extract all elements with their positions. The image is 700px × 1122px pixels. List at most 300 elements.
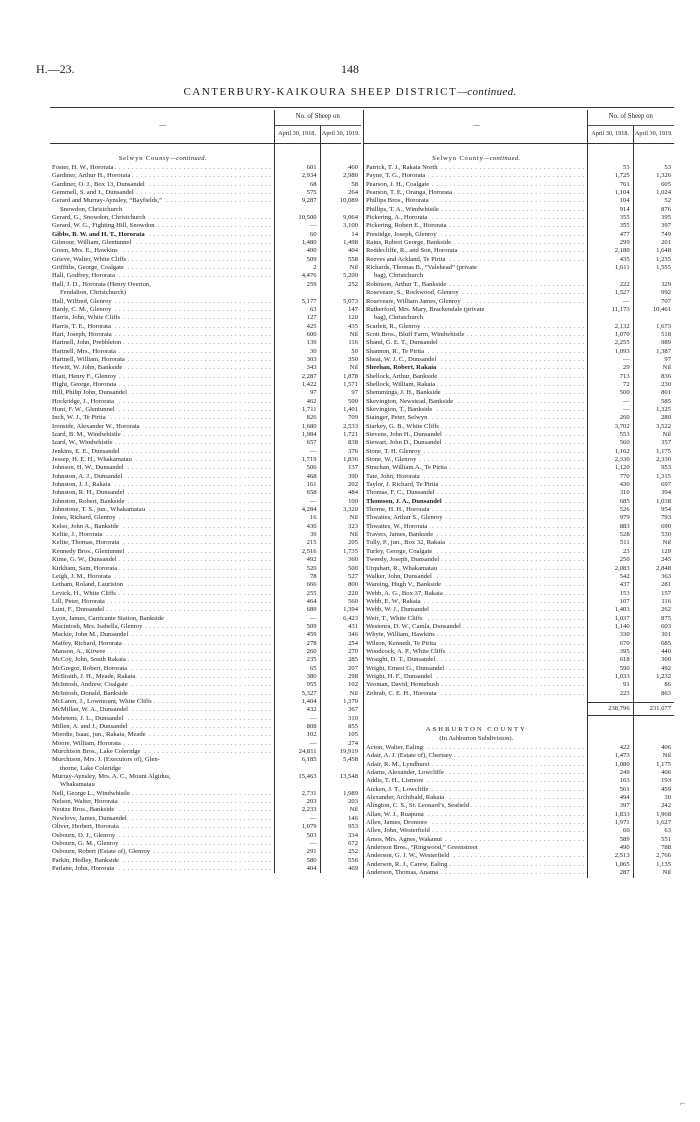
sheep-1919-cell: 2,766 (633, 852, 674, 860)
owner-name-cell (364, 298, 588, 306)
table-row (50, 690, 361, 698)
sheep-1918-cell: 235 (274, 656, 320, 664)
table-row (50, 348, 361, 356)
owner-name: McIlraith, J. H., Meade, Rakaia (52, 672, 136, 680)
sheep-1919-cell: 1,024 (633, 189, 674, 197)
owner-name: Payne, T. G., Hororata (366, 172, 426, 180)
sheep-1919-cell: 690 (633, 523, 674, 531)
owner-name: McMillan, W. A., Dunsandel (52, 706, 129, 714)
owner-name: McCoy, John, South Rakaia (52, 656, 126, 664)
owner-name: Keltie, Thomas, Hororata (52, 539, 120, 547)
table-row (364, 222, 675, 230)
table-row (50, 473, 361, 481)
table-row (50, 640, 361, 648)
table-row (50, 456, 361, 464)
owner-name: Letham, Roland, Lauriston (52, 581, 124, 589)
owner-name: Nelson, Walter, Hororata (52, 798, 118, 806)
table-row (364, 498, 675, 506)
table-row (50, 256, 361, 264)
owner-name: Moore, William, Hororata (52, 739, 121, 747)
sheep-1918-cell: 6,185 (274, 756, 320, 764)
owner-name-cell (364, 590, 588, 598)
sheep-1919-cell: 30 (633, 794, 674, 802)
sheep-1918-cell: 78 (274, 573, 320, 581)
table-row (364, 406, 675, 414)
sheep-1919-cell: 13,548 (320, 773, 361, 781)
sheep-1918-cell: 826 (274, 414, 320, 422)
owner-name: Anderson, G. J. W., Westerfield (366, 852, 450, 860)
sheep-1919-cell: 220 (320, 590, 361, 598)
sheep-1919-cell: 58 (320, 181, 361, 189)
table-row (50, 606, 361, 614)
owner-name: Zohrab, C. E. H., Hororata (366, 689, 437, 697)
sheep-1918-cell: 1,140 (587, 623, 633, 631)
table-row (364, 398, 675, 406)
sheep-1919-cell: 298 (320, 673, 361, 681)
table-row-continuation (50, 206, 361, 214)
sheep-1918-cell: 1,037 (587, 615, 633, 623)
sheep-1918-cell: 1,711 (274, 406, 320, 414)
sheep-1919-cell: 1,175 (633, 448, 674, 456)
table-row (50, 598, 361, 606)
sheep-1919-cell: 406 (633, 744, 674, 752)
owner-name: Neutze Bros., Bankside (52, 806, 115, 814)
owner-name-cell (50, 606, 274, 614)
owner-name-cell (364, 631, 588, 639)
owner-name: Whyte, William, Hawkins (366, 631, 435, 639)
owner-name-cell (364, 364, 588, 372)
sheep-1918-cell: 11,173 (587, 306, 633, 314)
sheep-1919-cell: 10,461 (633, 306, 674, 314)
sheep-1918-cell: 511 (587, 539, 633, 547)
sheep-1918-cell: 437 (587, 581, 633, 589)
owner-name-cell (50, 464, 274, 472)
table-row (364, 448, 675, 456)
owner-name: Moodie, Isaac, jun., Rakaia, Meade (52, 731, 146, 739)
sheep-1919-cell: 989 (633, 339, 674, 347)
sheep-1919-cell (633, 272, 674, 280)
owner-name: Woodcock, A. P., White Cliffs (366, 647, 446, 655)
sheep-1918-cell: 102 (274, 731, 320, 739)
sheep-1919-cell: 264 (320, 189, 361, 197)
table-row (364, 861, 675, 869)
table-row (50, 832, 361, 840)
sheep-1919-cell: 242 (633, 802, 674, 810)
sheep-1919-cell: 86 (633, 681, 674, 689)
subdivision-note: (In Ashburton Subdivision). (364, 735, 588, 744)
owner-name: Mackie, John M., Dunsandel (52, 631, 129, 639)
sheep-1918-cell: 139 (274, 339, 320, 347)
owner-name-cell (364, 673, 588, 681)
owner-name-cell (50, 239, 274, 247)
owner-name: Turley, George, Coalgate (366, 547, 433, 555)
sheep-1918-cell: 2 (274, 264, 320, 272)
sheep-1918-cell: 808 (274, 723, 320, 731)
table-row (50, 298, 361, 306)
sheep-1918-cell: 303 (274, 356, 320, 364)
sheep-1918-cell: — (587, 356, 633, 364)
owner-name-cell (50, 765, 274, 773)
sheep-1919-cell: 201 (633, 239, 674, 247)
table-row (364, 673, 675, 681)
owner-name: Rutherford, Mrs. Mary, Brackendale (private (366, 305, 485, 313)
sheep-1918-cell: 494 (587, 794, 633, 802)
table-row (364, 556, 675, 564)
table-row (364, 348, 675, 356)
sheep-1918-cell: 666 (274, 581, 320, 589)
owner-name: Johnson, H. W., Dunsandel (52, 464, 124, 472)
sheep-1919-cell: 460 (320, 164, 361, 172)
sheep-1919-cell: Nil (633, 752, 674, 760)
owner-name: Johnston, Robert, Bankside (52, 497, 125, 505)
page-title (0, 86, 700, 98)
sheep-1918-cell: 260 (587, 414, 633, 422)
owner-name: Stainger, Peter, Selwyn (366, 414, 428, 422)
owner-name-cell (364, 665, 588, 673)
table-row (50, 423, 361, 431)
owner-name: Hall, J. D., Hororata (Henry Overton, (52, 280, 151, 288)
sheep-1918-cell: 24,811 (274, 748, 320, 756)
sheep-1918-cell: 53 (587, 164, 633, 172)
owner-name: Keltie, J., Hororata (52, 531, 103, 539)
sheep-1919-cell: Nil (633, 539, 674, 547)
owner-name-cell (364, 836, 588, 844)
sheep-1919-cell: 500 (320, 565, 361, 573)
owner-name-cell (364, 189, 588, 197)
owner-name-cell (364, 231, 588, 239)
sheep-1918-cell: 3,702 (587, 423, 633, 431)
owner-name-cell (50, 857, 274, 865)
owner-name: Murchison, Mrs. J. (Executors of), Glen- (52, 756, 160, 764)
owner-name: Alexander, Archibald, Rakaia (366, 794, 445, 802)
sheep-1918-cell: 657 (274, 439, 320, 447)
table-row (364, 827, 675, 835)
sheep-1919-cell: 992 (633, 289, 674, 297)
owner-name: Anderson Bros., “Ringwood,” Greenstreet (366, 844, 478, 852)
sheep-1918-cell: 590 (587, 665, 633, 673)
left-table-body (50, 144, 361, 874)
table-row (50, 815, 361, 823)
sheep-1919-cell: 469 (320, 865, 361, 873)
sheep-1918-cell: 1,404 (274, 698, 320, 706)
owner-name: Hockridge, J., Hororata (52, 397, 115, 405)
table-row (364, 523, 675, 531)
owner-name-cell (50, 448, 274, 456)
sheep-1919-cell: 100 (320, 498, 361, 506)
owner-name-cell (364, 289, 588, 297)
sheep-1918-cell: 397 (587, 802, 633, 810)
table-row (50, 673, 361, 681)
sheep-1919-cell: 281 (633, 581, 674, 589)
sheep-1918-cell (587, 314, 633, 322)
owner-name: Thomson, J. A., Dunsandel (366, 497, 442, 505)
sheep-1918-cell: 163 (587, 777, 633, 785)
owner-name-cell (364, 744, 588, 752)
sheep-1918-cell: 310 (587, 489, 633, 497)
sheep-1919-cell: 1,232 (633, 673, 674, 681)
sheep-1918-cell: 713 (587, 373, 633, 381)
total-1918: 238,796 (587, 703, 633, 716)
owner-name: Kennedy Bros., Glentunnel (52, 547, 125, 555)
owner-name: Hartnell, Mrs., Hororata (52, 347, 116, 355)
owner-name-cell (364, 348, 588, 356)
owner-name: Tweedy, Joseph, Dunsandel (366, 556, 440, 564)
table-row (50, 581, 361, 589)
sheep-1919-cell: 394 (633, 489, 674, 497)
table-row (50, 731, 361, 739)
owner-name: Shellock, William, Rakaia (366, 380, 436, 388)
sheep-1918-cell: 97 (274, 389, 320, 397)
owner-name: thorne, Lake Coleridge (60, 764, 121, 772)
owner-name-cell (50, 423, 274, 431)
owner-name: Murray-Aynsley, Mrs. A. C., Mount Algidus, (52, 773, 171, 781)
sheep-1918-cell: 1,719 (274, 456, 320, 464)
owner-name: Oliver, Herbert, Hororata (52, 823, 119, 831)
sheep-1918-cell: 330 (587, 631, 633, 639)
sheep-1918-cell: 506 (274, 464, 320, 472)
owner-name-cell (50, 231, 274, 239)
sheep-1918-cell: 1,065 (587, 861, 633, 869)
sheep-1918-cell: 127 (274, 314, 320, 322)
owner-name: Snowdon, Christchurch (60, 205, 123, 213)
owner-name: Starkey, G. B., White Cliffs (366, 422, 439, 430)
table-row (50, 790, 361, 798)
table-row (50, 281, 361, 289)
owner-name-cell (50, 314, 274, 322)
sheep-1919-cell: 1,387 (633, 348, 674, 356)
sheep-1918-cell: — (274, 715, 320, 723)
table-row (50, 506, 361, 514)
table-row (364, 581, 675, 589)
county-heading-ashburton (364, 716, 675, 736)
total-1919: 231,677 (633, 703, 674, 716)
sheep-1919-cell: 749 (633, 231, 674, 239)
owner-name-cell (50, 656, 274, 664)
sheep-1918-cell: 255 (274, 590, 320, 598)
sheep-1919-cell: 1,627 (633, 819, 674, 827)
sheep-1918-cell: 520 (274, 565, 320, 573)
stub-header: — (50, 110, 274, 144)
sheep-1919-cell: 230 (633, 381, 674, 389)
sheep-1918-cell: 509 (274, 256, 320, 264)
sheep-1919-cell: 193 (633, 777, 674, 785)
table-row (364, 761, 675, 769)
owner-name: Parlane, John, Hororata (52, 864, 115, 872)
table-row (50, 665, 361, 673)
sheep-1919-cell: 1,571 (320, 381, 361, 389)
sheep-1918-cell: 503 (274, 832, 320, 840)
table-row (50, 857, 361, 865)
sheep-1919-cell: 1,135 (633, 861, 674, 869)
sheep-1919-cell: 551 (633, 836, 674, 844)
sheep-1918-cell: 492 (274, 556, 320, 564)
table-row (364, 769, 675, 777)
owner-name: Stewart, John D., Dunsandel (366, 439, 442, 447)
owner-name: Acton, Walter, Ealing (366, 744, 423, 751)
owner-name: Prestidge, Joseph, Glenroy (366, 230, 437, 238)
sheep-1919-cell: 105 (320, 731, 361, 739)
sheep-1919-cell: 954 (633, 506, 674, 514)
owner-name-cell (364, 523, 588, 531)
table-row (50, 573, 361, 581)
owner-name-cell (50, 331, 274, 339)
table-row (50, 264, 361, 272)
sheep-1918-cell: 260 (274, 648, 320, 656)
owner-name-cell (50, 773, 274, 781)
sheep-1919-cell: 334 (320, 832, 361, 840)
sheep-1918-cell: 68 (274, 181, 320, 189)
sheep-1918-cell: 462 (274, 398, 320, 406)
sheep-1918-cell: — (274, 448, 320, 456)
owner-name-cell (50, 289, 274, 297)
owner-name-cell (50, 531, 274, 539)
sheep-1919-cell: 350 (320, 356, 361, 364)
sheep-1919-cell (320, 206, 361, 214)
sheep-1919-cell: 1,989 (320, 790, 361, 798)
owner-name-cell (50, 615, 274, 623)
sheep-1918-cell: 223 (587, 690, 633, 698)
sheep-1918-cell: 2,513 (587, 852, 633, 860)
owner-name-cell (50, 806, 274, 814)
sheep-1918-cell: 222 (587, 281, 633, 289)
owner-name: Webb, E. W., Rakaia (366, 597, 421, 605)
sheep-1918-cell: 2,083 (587, 565, 633, 573)
sheep-1919-cell: 1,235 (633, 256, 674, 264)
sheep-1918-cell: 955 (274, 681, 320, 689)
sheep-1918-cell: 553 (587, 431, 633, 439)
sheep-1918-cell: 575 (274, 189, 320, 197)
owner-name-cell (364, 314, 588, 322)
sheep-1919-cell: 1,968 (633, 811, 674, 819)
owner-name-cell (364, 827, 588, 835)
margin-mark: ⌐ (680, 1098, 686, 1108)
owner-name-cell (50, 398, 274, 406)
sheep-1919-cell: 492 (633, 665, 674, 673)
owner-name-cell (50, 389, 274, 397)
owner-name-cell (50, 823, 274, 831)
owner-name-cell (364, 794, 588, 802)
sheep-1919-cell: 5,458 (320, 756, 361, 764)
table-row (364, 264, 675, 272)
table-row (50, 656, 361, 664)
owner-name-cell (364, 239, 588, 247)
owner-name-cell (364, 423, 588, 431)
sheep-1918-cell (587, 272, 633, 280)
owner-name-cell (50, 406, 274, 414)
sheep-1918-cell: 4,476 (274, 272, 320, 280)
owner-name-cell (50, 514, 274, 522)
sheep-1919-cell: 254 (320, 640, 361, 648)
owner-name-cell (50, 356, 274, 364)
owner-name-cell (364, 431, 588, 439)
sheep-1919-cell: 202 (320, 481, 361, 489)
sheep-1919-cell: 1,038 (633, 498, 674, 506)
table-row (50, 698, 361, 706)
table-row (50, 272, 361, 280)
sheep-1919-cell: 2,330 (633, 456, 674, 464)
table-row (364, 373, 675, 381)
sheep-1919-cell: 953 (320, 823, 361, 831)
table-row (50, 539, 361, 547)
table-row (50, 189, 361, 197)
owner-name: Sheat, W. J. C., Dunsandel (366, 355, 437, 363)
sheep-1918-cell: 203 (274, 798, 320, 806)
sheep-1919-cell: 793 (633, 514, 674, 522)
table-row (50, 615, 361, 623)
owner-name-cell (364, 615, 588, 623)
sheep-1919-cell: 876 (633, 206, 674, 214)
owner-name-cell (50, 748, 274, 756)
owner-name-cell (50, 698, 274, 706)
owner-name: Richards, Thomas B., “Valehead” (private (366, 264, 478, 272)
sheep-1918-cell: — (274, 498, 320, 506)
total-row (364, 703, 675, 716)
sheep-1919-cell: 19,919 (320, 748, 361, 756)
sheep-1919-cell: 3,320 (320, 506, 361, 514)
owner-name-cell (364, 861, 588, 869)
sheep-1919-cell (320, 765, 361, 773)
owner-name: Hill, Philip John, Dunsandel (52, 389, 127, 397)
sheep-1919-cell: 280 (633, 414, 674, 422)
sheep-1919-cell: 274 (320, 740, 361, 748)
owner-name: Skevington, T., Bankside (366, 405, 433, 413)
sheep-1918-cell: 1,079 (274, 823, 320, 831)
table-row (50, 448, 361, 456)
table-row (364, 656, 675, 664)
sheep-1918-cell: 2,132 (587, 323, 633, 331)
table-row (364, 506, 675, 514)
owner-name: Millen, A. and J., Dunsandel (52, 723, 128, 731)
table-row (364, 548, 675, 556)
sheep-1918-cell: 395 (587, 648, 633, 656)
owner-name: Adams, Alexander, Lowcliffe (366, 769, 444, 777)
owner-name-cell (50, 781, 274, 789)
sheep-1918-cell: 161 (274, 481, 320, 489)
owner-name: Hartnell, John, Prebbleton (52, 339, 122, 347)
table-row (50, 631, 361, 639)
table-row (364, 172, 675, 180)
sheep-1918-cell: 1,725 (587, 172, 633, 180)
table-row (50, 406, 361, 414)
sheep-1919-cell: 146 (320, 815, 361, 823)
sheep-1919-cell: 500 (320, 398, 361, 406)
table-row (364, 852, 675, 860)
owner-name: Stone, T. H. Glenroy (366, 447, 421, 455)
table-row (364, 247, 675, 255)
sheep-1919-cell: 147 (320, 306, 361, 314)
table-row (50, 706, 361, 714)
owner-name-cell (50, 740, 274, 748)
table-row-continuation (364, 314, 675, 322)
sheep-1918-cell: 1,971 (587, 819, 633, 827)
owner-name-cell (364, 777, 588, 785)
sheep-1919-cell: 560 (320, 598, 361, 606)
table-row (50, 623, 361, 631)
table-row (50, 356, 361, 364)
sheep-1918-cell: 435 (587, 256, 633, 264)
table-row-continuation (50, 781, 361, 789)
table-row (50, 523, 361, 531)
sheep-1918-cell: 526 (587, 506, 633, 514)
table-row (364, 786, 675, 794)
sheep-1919-cell: 157 (633, 590, 674, 598)
sheep-1918-cell: 250 (587, 556, 633, 564)
owner-name: Anderson, Thomas, Anama (366, 869, 439, 877)
sheep-1919-cell: 285 (320, 656, 361, 664)
owner-name-cell (50, 523, 274, 531)
owner-name: Lunt, F., Dunsandel (52, 606, 105, 614)
sheep-1918-cell: 291 (274, 848, 320, 856)
